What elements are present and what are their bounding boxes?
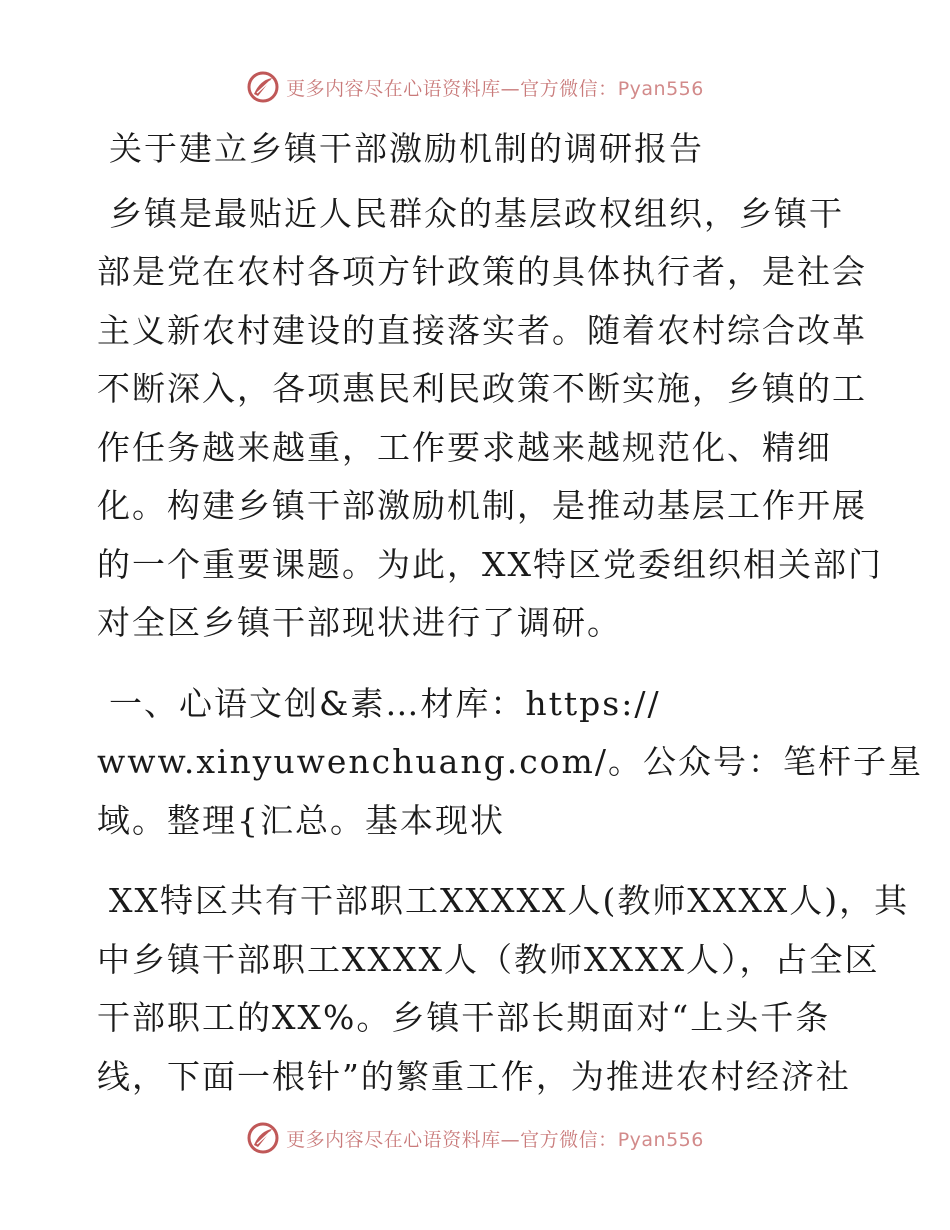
watermark-separator: —	[500, 1128, 521, 1151]
watermark-group	[246, 70, 704, 104]
paragraph-line: 部是党在农村各项方针政策的具体执行者，是社会	[97, 252, 867, 291]
watermark-handle: Pyan556	[617, 1128, 704, 1151]
pen-swirl-logo-icon	[246, 70, 280, 104]
paragraph-line: 乡镇是最贴近人民群众的基层政权组织，乡镇干	[109, 193, 844, 233]
footer-watermark	[0, 1121, 950, 1155]
paragraph-line: 作任务越来越重，工作要求越来越规范化、精细	[97, 427, 832, 467]
paragraph-line: 线，下面一根针”的繁重工作，为推进农村经济社	[97, 1056, 851, 1096]
watermark-handle: Pyan556	[617, 77, 704, 100]
watermark-official: 官方微信：	[520, 1128, 618, 1151]
watermark-separator: —	[500, 77, 521, 100]
pen-swirl-logo-icon	[246, 1121, 280, 1155]
document-body	[97, 120, 923, 1128]
paragraph-line: 不断深入，各项惠民利民政策不断实施，乡镇的工	[97, 369, 867, 408]
watermark-text	[286, 74, 704, 101]
paragraph-line: 中乡镇干部职工XXXX人（教师XXXX人），占全区	[97, 939, 880, 979]
paragraph-line: 的一个重要课题。为此，XX特区党委组织相关部门	[97, 544, 883, 584]
paragraph-line: 干部职工的XX%。乡镇干部长期面对“上头千条	[97, 998, 831, 1037]
paragraph-line: XX特区共有干部职工XXXXX人(教师XXXX人)，其	[109, 881, 910, 920]
heading-line: 一、心语文创&素…材库：https://	[109, 683, 661, 723]
watermark-main: 更多内容尽在心语资料库	[286, 77, 501, 100]
watermark-main: 更多内容尽在心语资料库	[286, 1128, 501, 1151]
paragraph-line: 对全区乡镇干部现状进行了调研。	[97, 603, 622, 642]
watermark-official: 官方微信：	[520, 77, 618, 100]
heading-line: www.xinyuwenchuang.com/。公众号：笔杆子星	[97, 742, 923, 781]
heading-line: 域。整理{汇总。基本现状	[97, 800, 505, 840]
watermark-group	[246, 1121, 704, 1155]
watermark-text	[286, 1125, 704, 1152]
header-watermark	[0, 70, 950, 104]
paragraph-line: 主义新农村建设的直接落实者。随着农村综合改革	[97, 310, 867, 350]
paragraph-status-detail	[97, 872, 910, 1106]
paragraph-line: 化。构建乡镇干部激励机制，是推动基层工作开展	[97, 486, 867, 525]
document-title: 关于建立乡镇干部激励机制的调研报告	[109, 129, 704, 168]
section-heading-basic-status	[97, 675, 923, 851]
paragraph-intro	[97, 185, 883, 653]
